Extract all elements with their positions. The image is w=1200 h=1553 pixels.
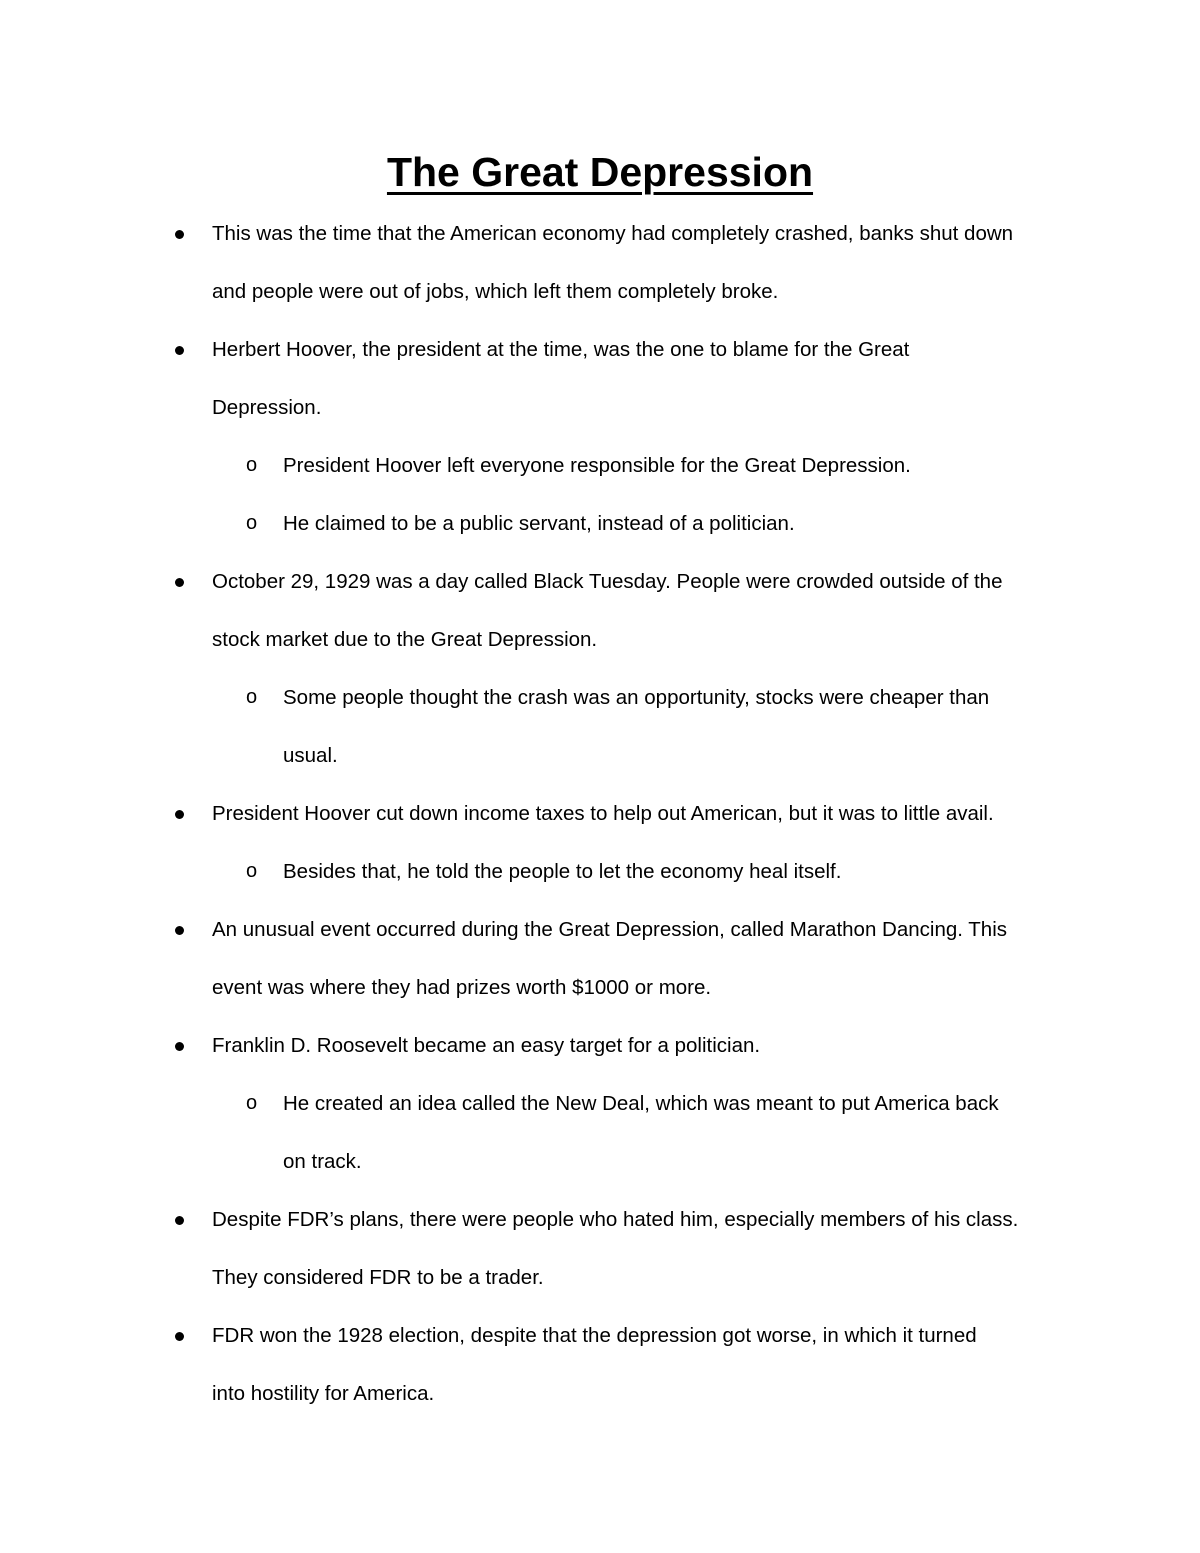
bullet-dot-icon xyxy=(175,1042,184,1051)
bullet-list xyxy=(0,205,1200,1423)
bullet-circle-icon: o xyxy=(246,686,258,708)
list-item-text: Herbert Hoover, the president at the time, was the one to blame for the Great Depression. xyxy=(212,338,910,419)
list-item xyxy=(0,1307,1072,1423)
list-item-text: This was the time that the American economy had completely crashed, banks shut down and people were out of jobs, which left them completely broke. xyxy=(212,222,1014,303)
list-item-text: Besides that, he told the people to let the economy heal itself. xyxy=(283,860,842,883)
list-item-text: President Hoover left everyone responsible for the Great Depression. xyxy=(283,454,911,477)
list-item-text: Some people thought the crash was an opportunity, stocks were cheaper than usual. xyxy=(283,686,990,767)
sub-list-item xyxy=(0,437,1073,495)
list-item-text: He claimed to be a public servant, instead of a politician. xyxy=(283,512,795,535)
list-item xyxy=(0,1017,1072,1075)
bullet-dot-icon xyxy=(175,346,184,355)
page-title: The Great Depression xyxy=(386,149,814,195)
bullet-dot-icon xyxy=(175,578,184,587)
list-item xyxy=(0,1191,1072,1307)
list-item xyxy=(0,553,1072,669)
list-item xyxy=(0,785,1072,843)
list-item-text: He created an idea called the New Deal, which was meant to put America back on track. xyxy=(283,1092,999,1173)
list-item-text: October 29, 1929 was a day called Black Tuesday. People were crowded outside of the stock market due to the Great Depression. xyxy=(212,570,1003,651)
bullet-circle-icon: o xyxy=(246,454,258,476)
bullet-dot-icon xyxy=(175,810,184,819)
sub-list-item xyxy=(0,843,1073,901)
list-item-text: President Hoover cut down income taxes to help out American, but it was to little avail. xyxy=(212,802,994,825)
list-item-text: Despite FDR’s plans, there were people who hated him, especially members of his class. They considered FDR to be a trader. xyxy=(212,1208,1019,1289)
bullet-dot-icon xyxy=(175,230,184,239)
sub-list-item xyxy=(0,1075,1073,1191)
bullet-circle-icon: o xyxy=(246,860,258,882)
list-item xyxy=(0,321,1072,437)
list-item xyxy=(0,901,1072,1017)
bullet-dot-icon xyxy=(175,1216,184,1225)
list-item xyxy=(0,205,1072,321)
sub-list-item xyxy=(0,669,1073,785)
list-item-text: Franklin D. Roosevelt became an easy target for a politician. xyxy=(212,1034,761,1057)
bullet-dot-icon xyxy=(175,1332,184,1341)
list-item-text: An unusual event occurred during the Great Depression, called Marathon Dancing. This event was where they had prizes worth $1000 or more. xyxy=(212,918,1008,999)
sub-list-item xyxy=(0,495,1073,553)
bullet-dot-icon xyxy=(175,926,184,935)
bullet-circle-icon: o xyxy=(246,1092,258,1114)
bullet-circle-icon: o xyxy=(246,512,258,534)
list-item-text: FDR won the 1928 election, despite that the depression got worse, in which it turned into hostility for America. xyxy=(212,1324,977,1405)
